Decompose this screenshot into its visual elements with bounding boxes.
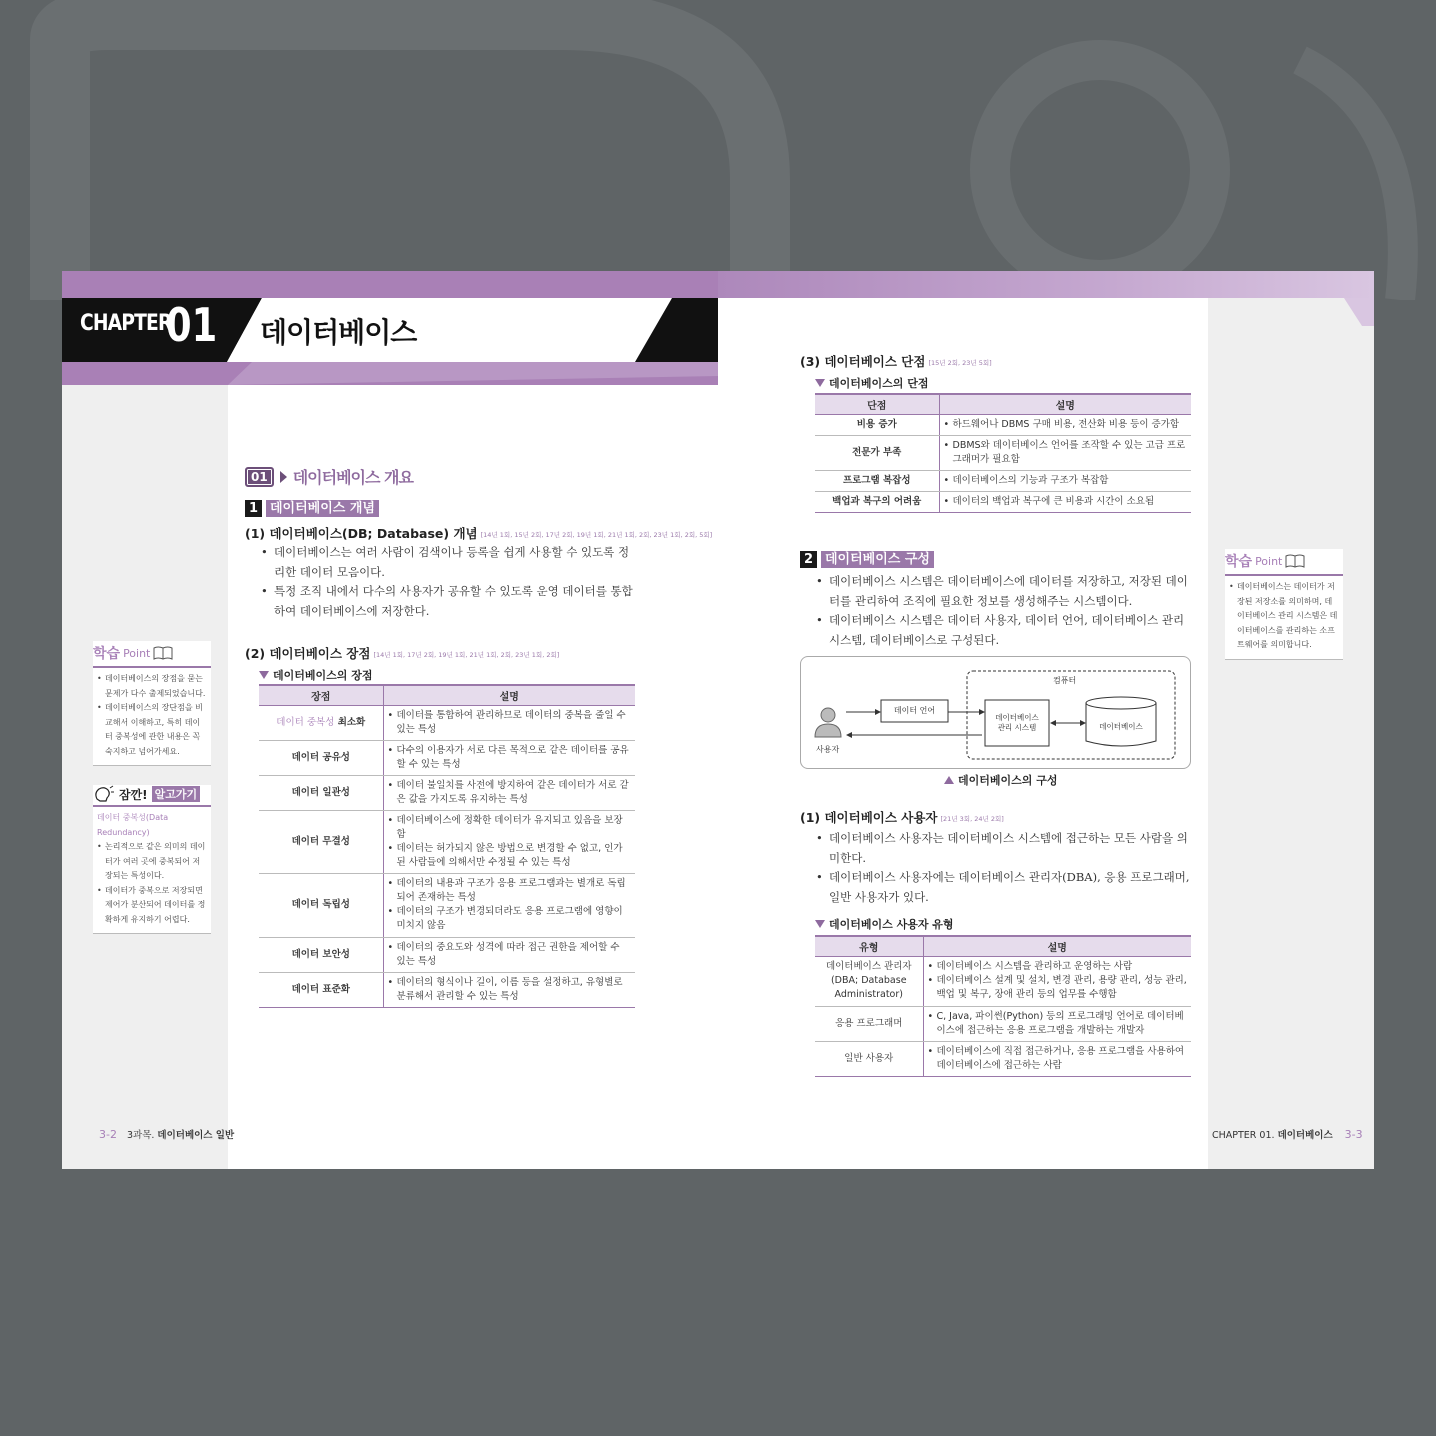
desc-item: • 데이터의 형식이나 길이, 이름 등을 설정하고, 유형별로 분류해서 관리할 수 있는 특성 bbox=[388, 976, 632, 1004]
table-header bbox=[815, 394, 1191, 414]
database-system-diagram bbox=[800, 656, 1191, 769]
table-key: 비용 증가 bbox=[815, 414, 939, 435]
tip-body bbox=[93, 807, 211, 933]
exam-years: [21년 3회, 24년 2회] bbox=[940, 815, 1004, 823]
config-list bbox=[813, 572, 1191, 650]
caption-text: 데이터베이스의 단점 bbox=[829, 377, 929, 390]
study-point-list bbox=[1225, 576, 1343, 659]
arrow-icon bbox=[280, 471, 287, 483]
table-desc bbox=[383, 972, 635, 1007]
table-row bbox=[259, 810, 635, 873]
study-tag: 학습 bbox=[93, 646, 121, 662]
list-item: • 데이터베이스는 데이터가 저장된 저장소를 의미하며, 데이터베이스 관리 시스템은 데이터베이스를 관리하는 소프트웨어를 의미합니다. bbox=[1229, 580, 1339, 653]
computer-label: 컴퓨터 bbox=[1053, 676, 1077, 685]
table-caption bbox=[259, 667, 372, 683]
table-desc bbox=[939, 435, 1191, 470]
footer-chapter: CHAPTER 01. bbox=[1212, 1130, 1275, 1141]
table-header bbox=[259, 685, 635, 705]
concept-heading-text: (1) 데이터베이스(DB; Database) 개념 bbox=[245, 526, 478, 541]
table-desc bbox=[939, 414, 1191, 435]
section-heading bbox=[245, 465, 413, 488]
page-footer bbox=[99, 1127, 234, 1141]
table-desc bbox=[383, 740, 635, 775]
table-header bbox=[815, 936, 1191, 956]
users-heading bbox=[800, 808, 1004, 826]
top-band bbox=[718, 271, 1374, 298]
table-key: 데이터 독립성 bbox=[259, 873, 383, 937]
table-key: 백업과 복구의 어려움 bbox=[815, 491, 939, 512]
table-desc bbox=[923, 956, 1191, 1006]
exam-years: [15년 2회, 23년 5회] bbox=[928, 359, 992, 367]
point-label: Point bbox=[123, 646, 151, 660]
table-desc bbox=[383, 705, 635, 740]
left-page bbox=[62, 271, 718, 1169]
table-desc bbox=[383, 937, 635, 972]
table-desc bbox=[939, 470, 1191, 491]
table-key: 응용 프로그래머 bbox=[815, 1006, 923, 1041]
tip-title: 잠깐! bbox=[119, 787, 148, 802]
triangle-up-icon bbox=[944, 776, 954, 784]
triangle-icon bbox=[259, 671, 269, 679]
disadvantages-table bbox=[815, 393, 1191, 513]
study-point-header bbox=[93, 641, 211, 668]
table-key: 데이터 보안성 bbox=[259, 937, 383, 972]
advantages-heading bbox=[245, 644, 559, 662]
concept-list bbox=[258, 543, 640, 621]
book-icon bbox=[1285, 554, 1305, 568]
users-list bbox=[813, 829, 1191, 907]
chapter-number: 01 bbox=[166, 298, 218, 352]
table-row bbox=[259, 972, 635, 1007]
column-header: 장점 bbox=[259, 685, 383, 705]
subsection-title: 데이터베이스 구성 bbox=[821, 551, 934, 568]
exam-years: [14년 1회, 17년 2회, 19년 1회, 21년 1회, 2회, 23년 1회, 2회] bbox=[373, 651, 560, 659]
table-key bbox=[259, 705, 383, 740]
table-row bbox=[815, 956, 1191, 1006]
corner-tab bbox=[1344, 298, 1374, 326]
table-desc bbox=[383, 873, 635, 937]
chapter-title: 데이터베이스 bbox=[260, 316, 417, 349]
background-decoration bbox=[0, 0, 1436, 300]
user-icon bbox=[815, 708, 841, 737]
triangle-icon bbox=[815, 920, 825, 928]
table-row bbox=[815, 414, 1191, 435]
desc-item: • 하드웨어나 DBMS 구매 비용, 전산화 비용 등이 증가함 bbox=[944, 418, 1188, 432]
desc-item: • 데이터는 허가되지 않은 방법으로 변경할 수 없고, 인가된 사람들에 의해서만 수정될 수 있는 특성 bbox=[388, 842, 632, 870]
caption-text: 데이터베이스 사용자 유형 bbox=[829, 918, 954, 931]
desc-item: • 데이터를 통합하여 관리하므로 데이터의 중복을 줄일 수 있는 특성 bbox=[388, 709, 632, 737]
column-header: 설명 bbox=[383, 685, 635, 705]
table-key: 데이터 무결성 bbox=[259, 810, 383, 873]
desc-item: • 데이터 불일치를 사전에 방지하여 같은 데이터가 서로 같은 값을 가지도록 유지하는 특성 bbox=[388, 779, 632, 807]
list-item: • 데이터베이스 사용자는 데이터베이스 시스템에 접근하는 모든 사람을 의미한다. bbox=[813, 829, 1191, 868]
table-key: 데이터 일관성 bbox=[259, 775, 383, 810]
point-label: Point bbox=[1255, 554, 1283, 568]
desc-item: • C, Java, 파이썬(Python) 등의 프로그래밍 언어로 데이터베이스에 접근하는 응용 프로그램을 개발하는 개발자 bbox=[928, 1010, 1188, 1038]
list-item: • 데이터가 중복으로 저장되면 제어가 분산되어 데이터를 정확하게 유지하기 어렵다. bbox=[97, 884, 207, 928]
section-title: 데이터베이스 개요 bbox=[292, 468, 413, 487]
desc-item: • 데이터베이스 설계 및 설치, 변경 관리, 용량 관리, 성능 관리, 백업 및 복구, 장애 관리 등의 업무를 수행함 bbox=[928, 974, 1188, 1002]
list-item: • 데이터베이스 시스템은 데이터베이스에 데이터를 저장하고, 저장된 데이터를 관리하여 조직에 필요한 정보를 생성해주는 시스템이다. bbox=[813, 572, 1191, 611]
section-number: 01 bbox=[245, 467, 274, 487]
page-footer bbox=[1212, 1127, 1363, 1141]
table-key: 데이터 공유성 bbox=[259, 740, 383, 775]
list-item: • 데이터베이스 시스템은 데이터 사용자, 데이터 언어, 데이터베이스 관리 시스템, 데이터베이스로 구성된다. bbox=[813, 611, 1191, 650]
tip-term: 데이터 중복성(Data Redundancy) bbox=[97, 813, 169, 837]
tip-list bbox=[97, 840, 207, 927]
key-text: 최소화 bbox=[337, 716, 366, 728]
study-point-box bbox=[1225, 549, 1343, 660]
list-item: • 데이터베이스의 장단점을 비교해서 이해하고, 특히 데이터 중복성에 관한 내용은 꼭 숙지하고 넘어가세요. bbox=[97, 701, 207, 759]
tip-header bbox=[93, 785, 211, 807]
desc-item: • 데이터베이스에 직접 접근하거나, 응용 프로그램을 사용하여 데이터베이스에 접근하는 사람 bbox=[928, 1045, 1188, 1073]
highlight-text: 데이터 중복성 bbox=[276, 716, 335, 728]
dbms-label-line: 데이터베이스 bbox=[995, 713, 1039, 722]
desc-item: • 데이터베이스의 기능과 구조가 복잡함 bbox=[944, 474, 1188, 488]
table-desc bbox=[383, 775, 635, 810]
table-key: 프로그램 복잡성 bbox=[815, 470, 939, 491]
concept-heading bbox=[245, 524, 712, 542]
lavender-band bbox=[62, 362, 718, 385]
subsection-heading bbox=[245, 500, 379, 517]
table-row bbox=[815, 435, 1191, 470]
list-item: • 논리적으로 같은 의미의 데이터가 여러 곳에 중복되어 저장되는 특성이다. bbox=[97, 840, 207, 884]
users-heading-text: (1) 데이터베이스 사용자 bbox=[800, 810, 938, 825]
study-tag: 학습 bbox=[1225, 554, 1253, 570]
tip-box bbox=[93, 785, 211, 934]
caption-text: 데이터베이스의 장점 bbox=[273, 669, 373, 682]
disadvantages-heading bbox=[800, 352, 992, 370]
list-item: • 데이터베이스 사용자에는 데이터베이스 관리자(DBA), 응용 프로그래머, 일반 사용자가 있다. bbox=[813, 868, 1191, 907]
page-number: 3-3 bbox=[1344, 1128, 1363, 1141]
desc-item: • 데이터베이스 시스템을 관리하고 운영하는 사람 bbox=[928, 960, 1188, 974]
desc-item: • 데이터의 내용과 구조가 응용 프로그램과는 별개로 독립되어 존재하는 특성 bbox=[388, 877, 632, 905]
user-types-table bbox=[815, 935, 1191, 1077]
disadvantages-heading-text: (3) 데이터베이스 단점 bbox=[800, 354, 926, 369]
table-caption bbox=[815, 375, 928, 391]
subsection-title: 데이터베이스 개념 bbox=[266, 500, 379, 517]
list-item: • 데이터베이스는 여러 사람이 검색이나 등록을 쉽게 사용할 수 있도록 정리한 데이터 모음이다. bbox=[258, 543, 640, 582]
dbms-label-line: 관리 시스템 bbox=[997, 723, 1037, 732]
table-key: 데이터베이스 관리자 (DBA; Database Administrator) bbox=[815, 956, 923, 1006]
chapter-label: CHAPTER bbox=[80, 311, 172, 336]
desc-item: • 데이터의 구조가 변경되더라도 응용 프로그램에 영향이 미치지 않음 bbox=[388, 905, 632, 933]
column-header: 설명 bbox=[923, 936, 1191, 956]
right-margin bbox=[1208, 271, 1374, 1169]
footer-title: 데이터베이스 일반 bbox=[157, 1130, 235, 1141]
column-header: 설명 bbox=[939, 394, 1191, 414]
db-label: 데이터베이스 bbox=[1099, 722, 1143, 731]
user-label: 사용자 bbox=[816, 745, 840, 754]
language-label: 데이터 언어 bbox=[893, 706, 936, 715]
advantages-heading-text: (2) 데이터베이스 장점 bbox=[245, 646, 371, 661]
table-desc bbox=[923, 1006, 1191, 1041]
dbms-label bbox=[985, 713, 1049, 733]
table-key: 전문가 부족 bbox=[815, 435, 939, 470]
table-desc bbox=[383, 810, 635, 873]
table-key: 일반 사용자 bbox=[815, 1041, 923, 1076]
table-key: 데이터 표준화 bbox=[259, 972, 383, 1007]
table-row bbox=[259, 740, 635, 775]
subsection-heading bbox=[800, 551, 934, 568]
study-point-list bbox=[93, 668, 211, 765]
page-number: 3-2 bbox=[99, 1128, 117, 1141]
list-item: • 특정 조직 내에서 다수의 사용자가 공유할 수 있도록 운영 데이터를 통합하여 데이터베이스에 저장한다. bbox=[258, 582, 640, 621]
subsection-number: 2 bbox=[800, 551, 817, 568]
table-desc bbox=[923, 1041, 1191, 1076]
table-row bbox=[259, 873, 635, 937]
desc-item: • 데이터베이스에 정확한 데이터가 유지되고 있음을 보장함 bbox=[388, 814, 632, 842]
study-point-header bbox=[1225, 549, 1343, 576]
footer-title: 데이터베이스 bbox=[1277, 1130, 1333, 1141]
lightbulb-icon bbox=[93, 785, 115, 803]
table-row bbox=[259, 705, 635, 740]
desc-item: • 데이터의 중요도와 성격에 따라 접근 권한을 제어할 수 있는 특성 bbox=[388, 941, 632, 969]
footer-subject: 3과목. bbox=[126, 1130, 155, 1141]
desc-item: • 데이터의 백업과 복구에 큰 비용과 시간이 소요됨 bbox=[944, 495, 1188, 509]
table-row bbox=[815, 470, 1191, 491]
advantages-table bbox=[259, 684, 635, 1008]
table-row bbox=[815, 1006, 1191, 1041]
table-row bbox=[259, 937, 635, 972]
caption-text: 데이터베이스의 구성 bbox=[958, 774, 1058, 787]
column-header: 단점 bbox=[815, 394, 939, 414]
triangle-icon bbox=[815, 379, 825, 387]
exam-years: [14년 1회, 15년 2회, 17년 2회, 19년 1회, 21년 1회, 2회, 23년 1회, 2회, 5회] bbox=[480, 531, 713, 539]
book-icon bbox=[153, 646, 173, 660]
table-caption bbox=[815, 916, 954, 932]
table-row bbox=[259, 775, 635, 810]
desc-item: • 다수의 이용자가 서로 다른 목적으로 같은 데이터를 공유할 수 있는 특성 bbox=[388, 744, 632, 772]
table-row bbox=[815, 1041, 1191, 1076]
subsection-number: 1 bbox=[245, 500, 262, 517]
table-row bbox=[815, 491, 1191, 512]
desc-item: • DBMS와 데이터베이스 언어를 조작할 수 있는 고급 프로그래머가 필요함 bbox=[944, 439, 1188, 467]
column-header: 유형 bbox=[815, 936, 923, 956]
table-desc bbox=[939, 491, 1191, 512]
list-item: • 데이터베이스의 장점을 묻는 문제가 다수 출제되었습니다. bbox=[97, 672, 207, 701]
book-spread bbox=[62, 271, 1374, 1169]
tip-tag: 알고가기 bbox=[152, 786, 201, 802]
top-band bbox=[62, 271, 718, 298]
study-point-box bbox=[93, 641, 211, 766]
diagram-caption bbox=[944, 772, 1057, 788]
right-page bbox=[718, 271, 1374, 1169]
